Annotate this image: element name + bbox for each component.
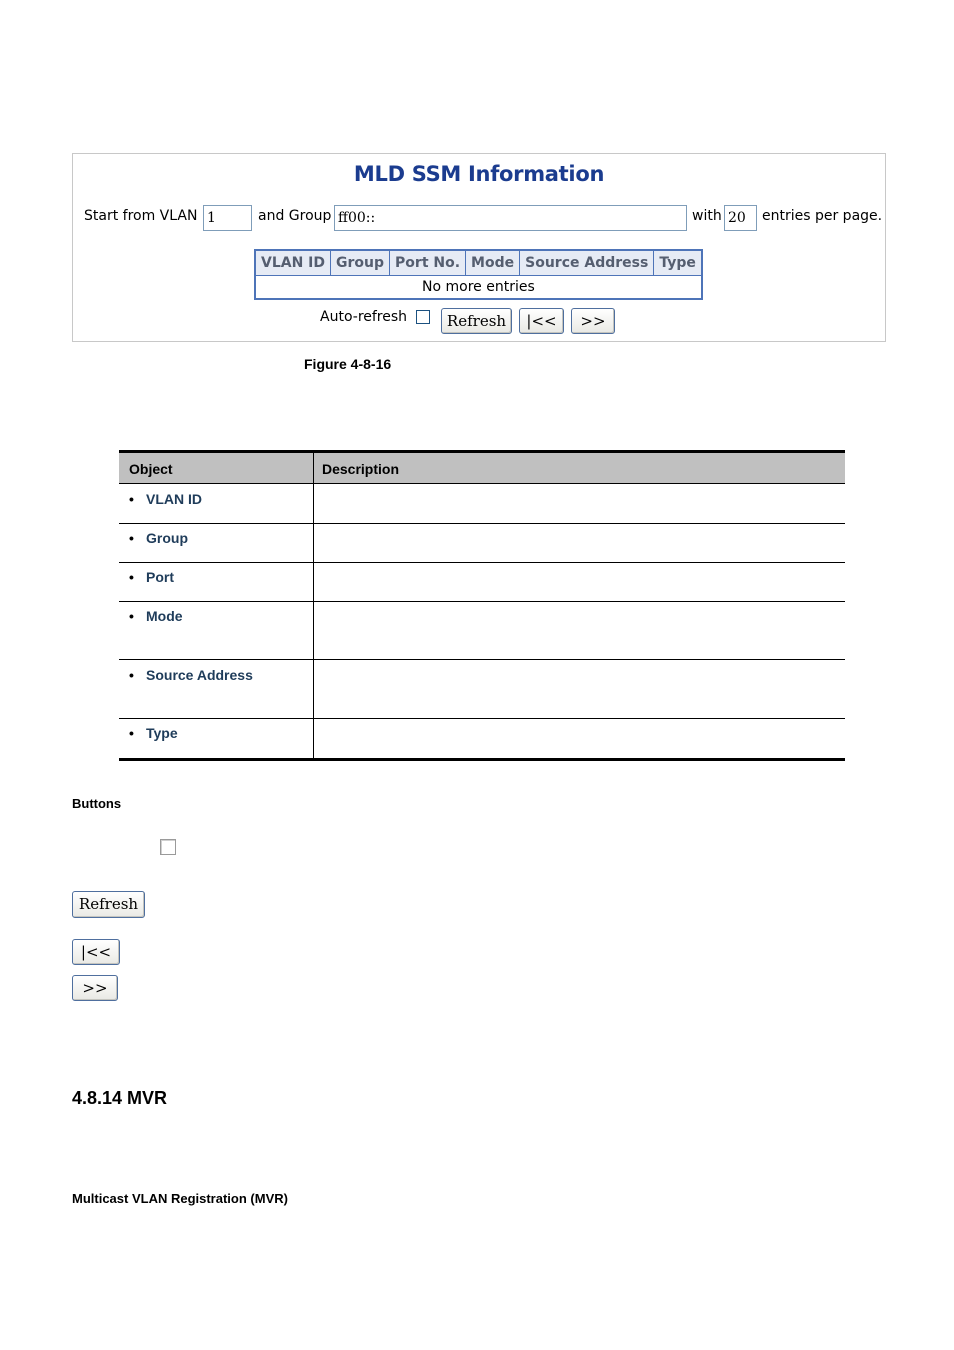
column-divider bbox=[313, 453, 314, 758]
object-row-mode: • Mode bbox=[129, 608, 183, 624]
empty-message: No more entries bbox=[255, 276, 702, 300]
start-vlan-input[interactable]: 1 bbox=[203, 205, 252, 231]
object-label: Mode bbox=[146, 608, 183, 624]
table-row bbox=[255, 276, 702, 300]
with-label: with bbox=[692, 208, 722, 224]
row-divider bbox=[119, 718, 845, 719]
table-header-row bbox=[255, 250, 702, 276]
col-type: Type bbox=[654, 250, 702, 276]
entries-per-page-label: entries per page. bbox=[762, 208, 883, 224]
object-label: VLAN ID bbox=[146, 491, 202, 507]
row-divider bbox=[119, 562, 845, 563]
object-row-port: • Port bbox=[129, 569, 174, 585]
col-vlan-id: VLAN ID bbox=[255, 250, 331, 276]
buttons-heading: Buttons bbox=[72, 796, 122, 811]
first-page-button-sample[interactable]: |<< bbox=[72, 939, 120, 965]
col-source-address: Source Address bbox=[520, 250, 654, 276]
figure-caption: Figure 4-8-16 bbox=[304, 356, 392, 372]
object-row-source-address: • Source Address bbox=[129, 667, 253, 683]
mld-ssm-screenshot bbox=[72, 153, 886, 342]
section-heading: 4.8.14 MVR bbox=[72, 1088, 168, 1108]
object-label: Port bbox=[146, 569, 174, 585]
object-row-vlan-id: • VLAN ID bbox=[129, 491, 202, 507]
next-page-button[interactable]: >> bbox=[571, 308, 615, 334]
col-mode: Mode bbox=[466, 250, 520, 276]
next-page-button-sample[interactable]: >> bbox=[72, 975, 118, 1001]
entries-per-page-input[interactable]: 20 bbox=[724, 205, 757, 231]
refresh-button-sample[interactable]: Refresh bbox=[72, 891, 145, 918]
auto-refresh-label: Auto-refresh bbox=[320, 309, 408, 325]
group-input[interactable]: ff00:: bbox=[334, 205, 687, 231]
page-title: MLD SSM Information bbox=[353, 162, 605, 186]
table-bottom-rule bbox=[119, 758, 845, 761]
object-label: Source Address bbox=[146, 667, 253, 683]
mld-ssm-table bbox=[254, 249, 703, 300]
col-port-no: Port No. bbox=[390, 250, 466, 276]
col-group: Group bbox=[331, 250, 390, 276]
auto-refresh-checkbox[interactable] bbox=[416, 310, 430, 324]
row-divider bbox=[119, 659, 845, 660]
object-row-group: • Group bbox=[129, 530, 188, 546]
object-label: Type bbox=[146, 725, 178, 741]
auto-refresh-checkbox-sample[interactable] bbox=[160, 839, 176, 855]
row-divider bbox=[119, 601, 845, 602]
object-row-type: • Type bbox=[129, 725, 178, 741]
start-from-vlan-label: Start from VLAN bbox=[84, 208, 198, 224]
first-page-button[interactable]: |<< bbox=[519, 308, 564, 334]
mvr-subheading: Multicast VLAN Registration (MVR) bbox=[72, 1191, 288, 1206]
object-header: Object bbox=[129, 461, 173, 477]
refresh-button[interactable]: Refresh bbox=[441, 308, 512, 334]
row-divider bbox=[119, 523, 845, 524]
object-table-header bbox=[119, 453, 845, 484]
object-label: Group bbox=[146, 530, 188, 546]
description-header: Description bbox=[322, 461, 400, 477]
and-group-label: and Group bbox=[258, 208, 332, 224]
